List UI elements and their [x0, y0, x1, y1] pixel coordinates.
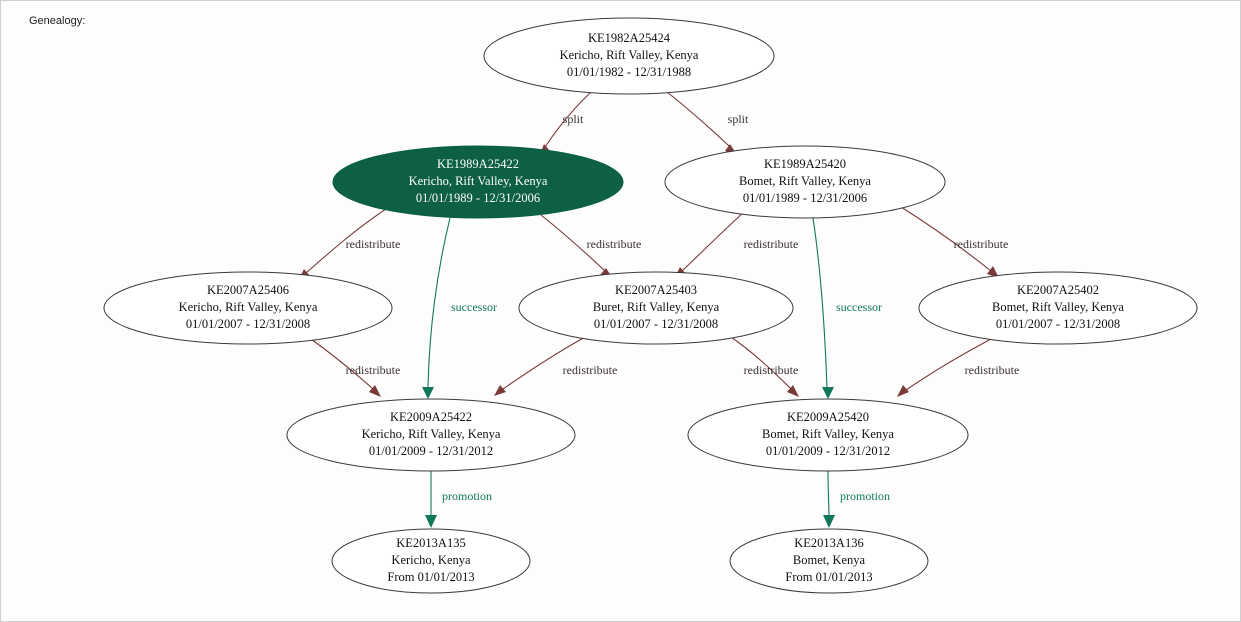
node-text-line: From 01/01/2013 — [785, 569, 873, 584]
edge-label: redistribute — [345, 362, 401, 377]
node-text-line: KE1982A25424 — [588, 30, 670, 45]
node-KE2009A25420[interactable] — [688, 399, 968, 471]
edge-arrowhead — [823, 515, 835, 528]
node-KE2007A25402[interactable] — [919, 272, 1197, 344]
node-KE2013A136[interactable] — [730, 529, 928, 593]
node-text-line: KE2007A25403 — [615, 282, 697, 297]
edge-KE1989A25420-to-KE2007A25402 — [901, 207, 1008, 278]
edge-KE2009A25422-to-KE2013A135 — [425, 471, 492, 528]
edge-label: redistribute — [586, 236, 642, 251]
edge-arrowhead — [425, 515, 437, 528]
node-KE1989A25420[interactable] — [665, 146, 945, 218]
node-text-line: Kericho, Rift Valley, Kenya — [361, 426, 501, 441]
edge-label: redistribute — [743, 362, 799, 377]
node-text-line: KE2007A25402 — [1017, 282, 1099, 297]
node-text-line: 01/01/2009 - 12/31/2012 — [765, 443, 891, 458]
node-KE1982A25424[interactable] — [484, 18, 774, 94]
edge-KE1982A25424-to-KE1989A25422 — [539, 92, 591, 157]
node-text-line: 01/01/2009 - 12/31/2012 — [368, 443, 494, 458]
edge-arrowhead — [822, 387, 834, 399]
edge-line — [813, 218, 827, 389]
edge-KE1989A25422-to-KE2007A25403 — [541, 215, 641, 279]
node-text-line: 01/01/1989 - 12/31/2006 — [415, 190, 541, 205]
node-text-line: KE1989A25422 — [437, 156, 519, 171]
node-text-line: KE2013A136 — [794, 535, 864, 550]
edge-label: successor — [836, 299, 882, 314]
edge-line — [667, 92, 729, 146]
node-text-line: Bomet, Rift Valley, Kenya — [762, 426, 894, 441]
edge-KE2007A25406-to-KE2009A25422 — [311, 339, 400, 397]
nodes-layer — [104, 18, 1197, 593]
edge-line — [682, 211, 745, 271]
edge-KE2009A25420-to-KE2013A136 — [823, 471, 890, 528]
node-KE2013A135[interactable] — [332, 529, 530, 593]
edge-KE1989A25422-to-KE2009A25422 — [422, 218, 497, 399]
edge-label: redistribute — [964, 362, 1020, 377]
edge-arrowhead — [897, 385, 909, 397]
edge-KE1989A25422-to-KE2007A25406 — [298, 209, 400, 281]
edge-label: promotion — [442, 488, 492, 503]
edge-KE1982A25424-to-KE1989A25420 — [667, 92, 749, 155]
node-text-line: Buret, Rift Valley, Kenya — [592, 299, 720, 314]
node-text-line: 01/01/2007 - 12/31/2008 — [185, 316, 311, 331]
node-text-line: 01/01/2007 - 12/31/2008 — [995, 316, 1121, 331]
edge-label: redistribute — [562, 362, 618, 377]
node-text-line: KE2007A25406 — [207, 282, 289, 297]
edge-label: split — [727, 111, 749, 126]
edge-arrowhead — [494, 385, 506, 396]
node-text-line: Bomet, Kenya — [792, 552, 866, 567]
diagram-caption: Genealogy: — [29, 15, 86, 27]
edge-label: redistribute — [345, 236, 401, 251]
edge-KE2007A25402-to-KE2009A25420 — [897, 339, 1019, 397]
node-text-line: Kericho, Rift Valley, Kenya — [559, 47, 699, 62]
genealogy-graph — [1, 1, 1241, 622]
node-text-line: 01/01/1989 - 12/31/2006 — [742, 190, 868, 205]
edge-KE1989A25420-to-KE2007A25403 — [674, 211, 798, 279]
edge-label: redistribute — [953, 236, 1009, 251]
edge-line — [428, 218, 450, 389]
node-text-line: KE2013A135 — [396, 535, 466, 550]
node-text-line: Kericho, Rift Valley, Kenya — [408, 173, 548, 188]
edge-KE2007A25403-to-KE2009A25422 — [494, 336, 617, 396]
node-text-line: KE1989A25420 — [764, 156, 846, 171]
node-text-line: 01/01/2007 - 12/31/2008 — [593, 316, 719, 331]
node-text-line: Bomet, Rift Valley, Kenya — [739, 173, 871, 188]
edge-line — [828, 471, 829, 517]
edge-KE1989A25420-to-KE2009A25420 — [813, 218, 882, 399]
node-text-line: Kericho, Rift Valley, Kenya — [178, 299, 318, 314]
edge-arrowhead — [422, 387, 434, 399]
node-text-line: KE2009A25422 — [390, 409, 472, 424]
node-KE2009A25422[interactable] — [287, 399, 575, 471]
edge-label: promotion — [840, 488, 890, 503]
node-KE2007A25403[interactable] — [519, 272, 793, 344]
node-text-line: 01/01/1982 - 12/31/1988 — [566, 64, 692, 79]
node-text-line: Bomet, Rift Valley, Kenya — [992, 299, 1124, 314]
node-text-line: From 01/01/2013 — [387, 569, 475, 584]
edge-label: redistribute — [743, 236, 799, 251]
node-text-line: KE2009A25420 — [787, 409, 869, 424]
node-KE1989A25422[interactable] — [333, 146, 623, 218]
edge-label: split — [562, 111, 584, 126]
edge-label: successor — [451, 299, 497, 314]
edge-KE2007A25403-to-KE2009A25420 — [728, 335, 799, 397]
node-text-line: Kericho, Kenya — [391, 552, 471, 567]
node-KE2007A25406[interactable] — [104, 272, 392, 344]
